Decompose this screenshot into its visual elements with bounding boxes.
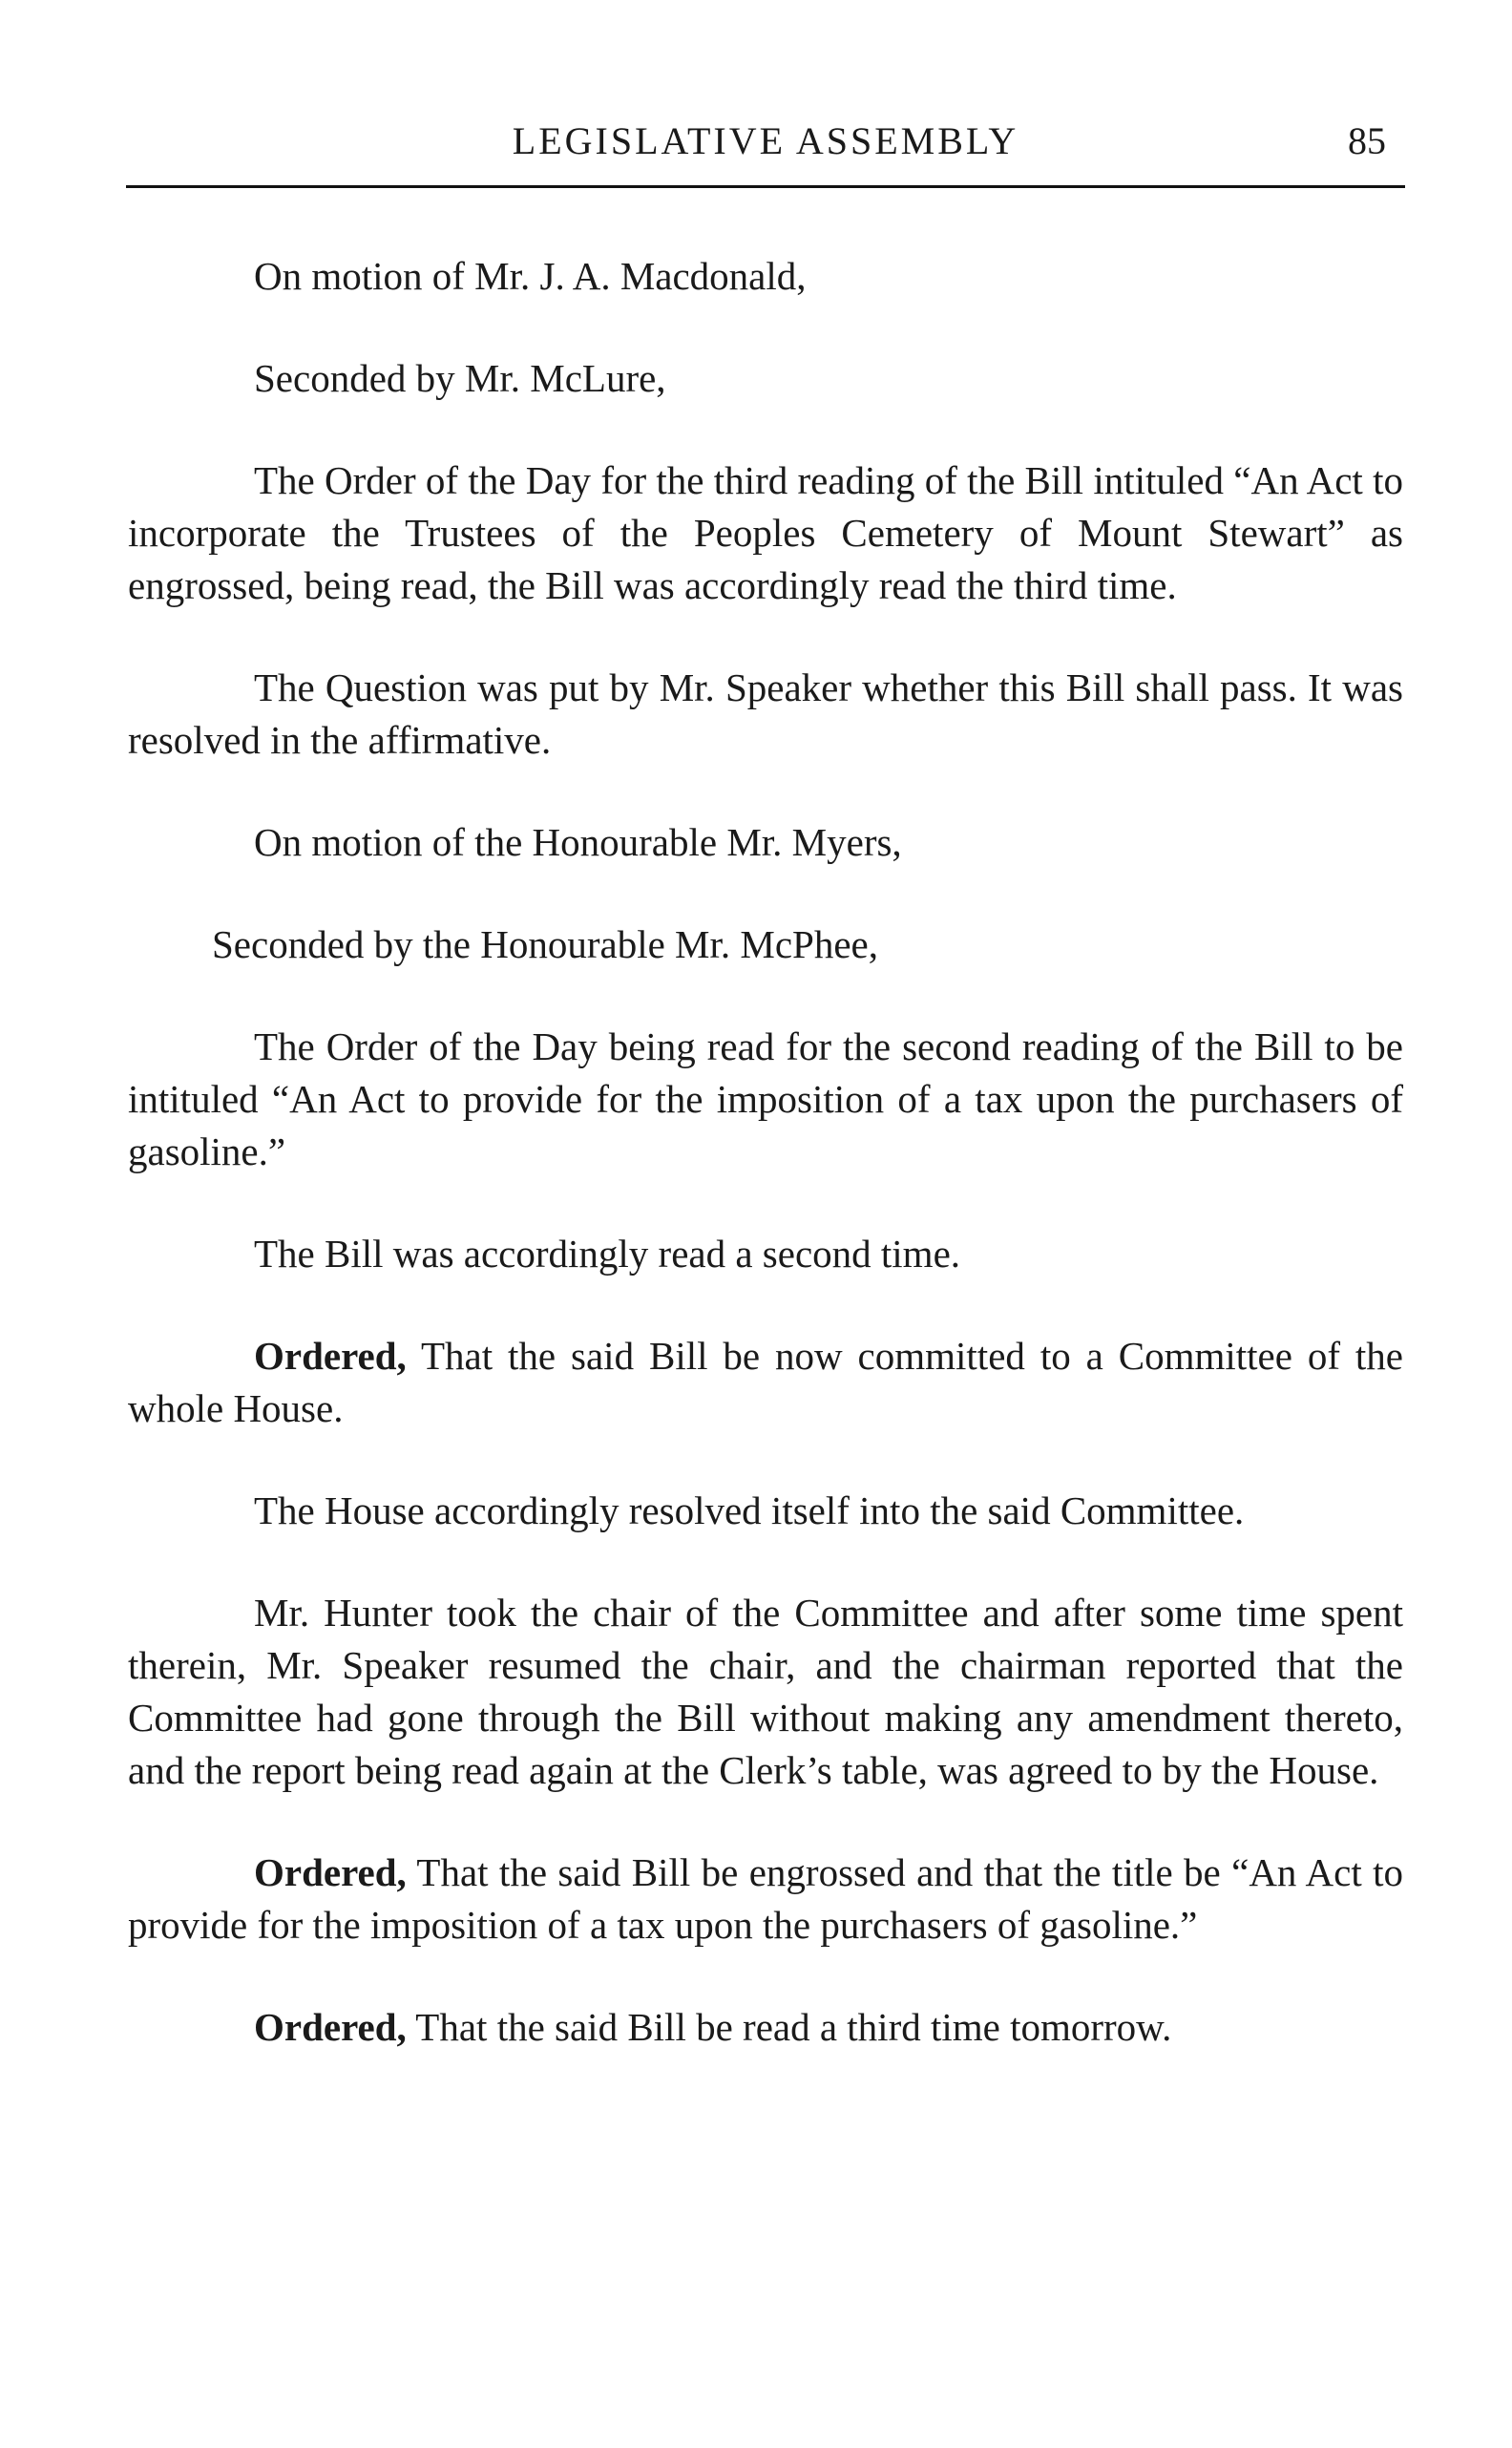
header-rule (126, 185, 1405, 188)
document-body (128, 250, 1403, 2103)
question-paragraph: The Question was put by Mr. Speaker whether this Bill shall pass. It was resolved in the affirmative. (128, 665, 1403, 762)
ordered-lead: Ordered, (254, 1334, 407, 1378)
house-resolved-paragraph: The House accordingly resolved itself into the said Committee. (254, 1488, 1245, 1532)
read-second-time-paragraph: The Bill was accordingly read a second time. (254, 1232, 961, 1276)
ordered-lead: Ordered, (254, 2005, 407, 2049)
ordered-engrossed-paragraph (128, 1847, 1403, 1952)
third-reading-paragraph: The Order of the Day for the third reading of the Bill intituled “An Act to incorporate the Trustees of the Peoples Cemetery of Mount Stewart” as engrossed, being read, the Bill was accordingly read the third time. (128, 458, 1403, 607)
ordered-third-reading-paragraph (128, 2001, 1403, 2054)
ordered-text: That the said Bill be now committed to a Committee of the whole House. (128, 1334, 1403, 1430)
ordered-text: That the said Bill be read a third time tomorrow. (406, 2005, 1172, 2049)
ordered-committee-paragraph (128, 1330, 1403, 1435)
seconded-paragraph: Seconded by Mr. McLure, (254, 356, 666, 400)
ordered-text: That the said Bill be engrossed and that the title be “An Act to provide for the imposition of a tax upon the purchasers of gasoline.” (128, 1850, 1403, 1947)
ordered-lead: Ordered, (254, 1850, 407, 1894)
motion-paragraph: On motion of Mr. J. A. Macdonald, (254, 254, 807, 298)
running-head-title: LEGISLATIVE ASSEMBLY (512, 119, 1019, 162)
page-header (126, 113, 1405, 170)
seconded-paragraph-2: Seconded by the Honourable Mr. McPhee, (212, 922, 878, 966)
page-number: 85 (1348, 119, 1386, 162)
committee-report-paragraph: Mr. Hunter took the chair of the Committee and after some time spent therein, Mr. Speaker resumed the chair, and the chairman reported that the Committee had gone through the Bill without making any amendment thereto, and the report being read again at the Clerk’s table, was agreed to by the House. (128, 1591, 1403, 1792)
second-reading-paragraph: The Order of the Day being read for the second reading of the Bill to be intituled “An Act to provide for the imposition of a tax upon the purchasers of gasoline.” (128, 1024, 1403, 1173)
motion-paragraph-2: On motion of the Honourable Mr. Myers, (254, 820, 902, 864)
